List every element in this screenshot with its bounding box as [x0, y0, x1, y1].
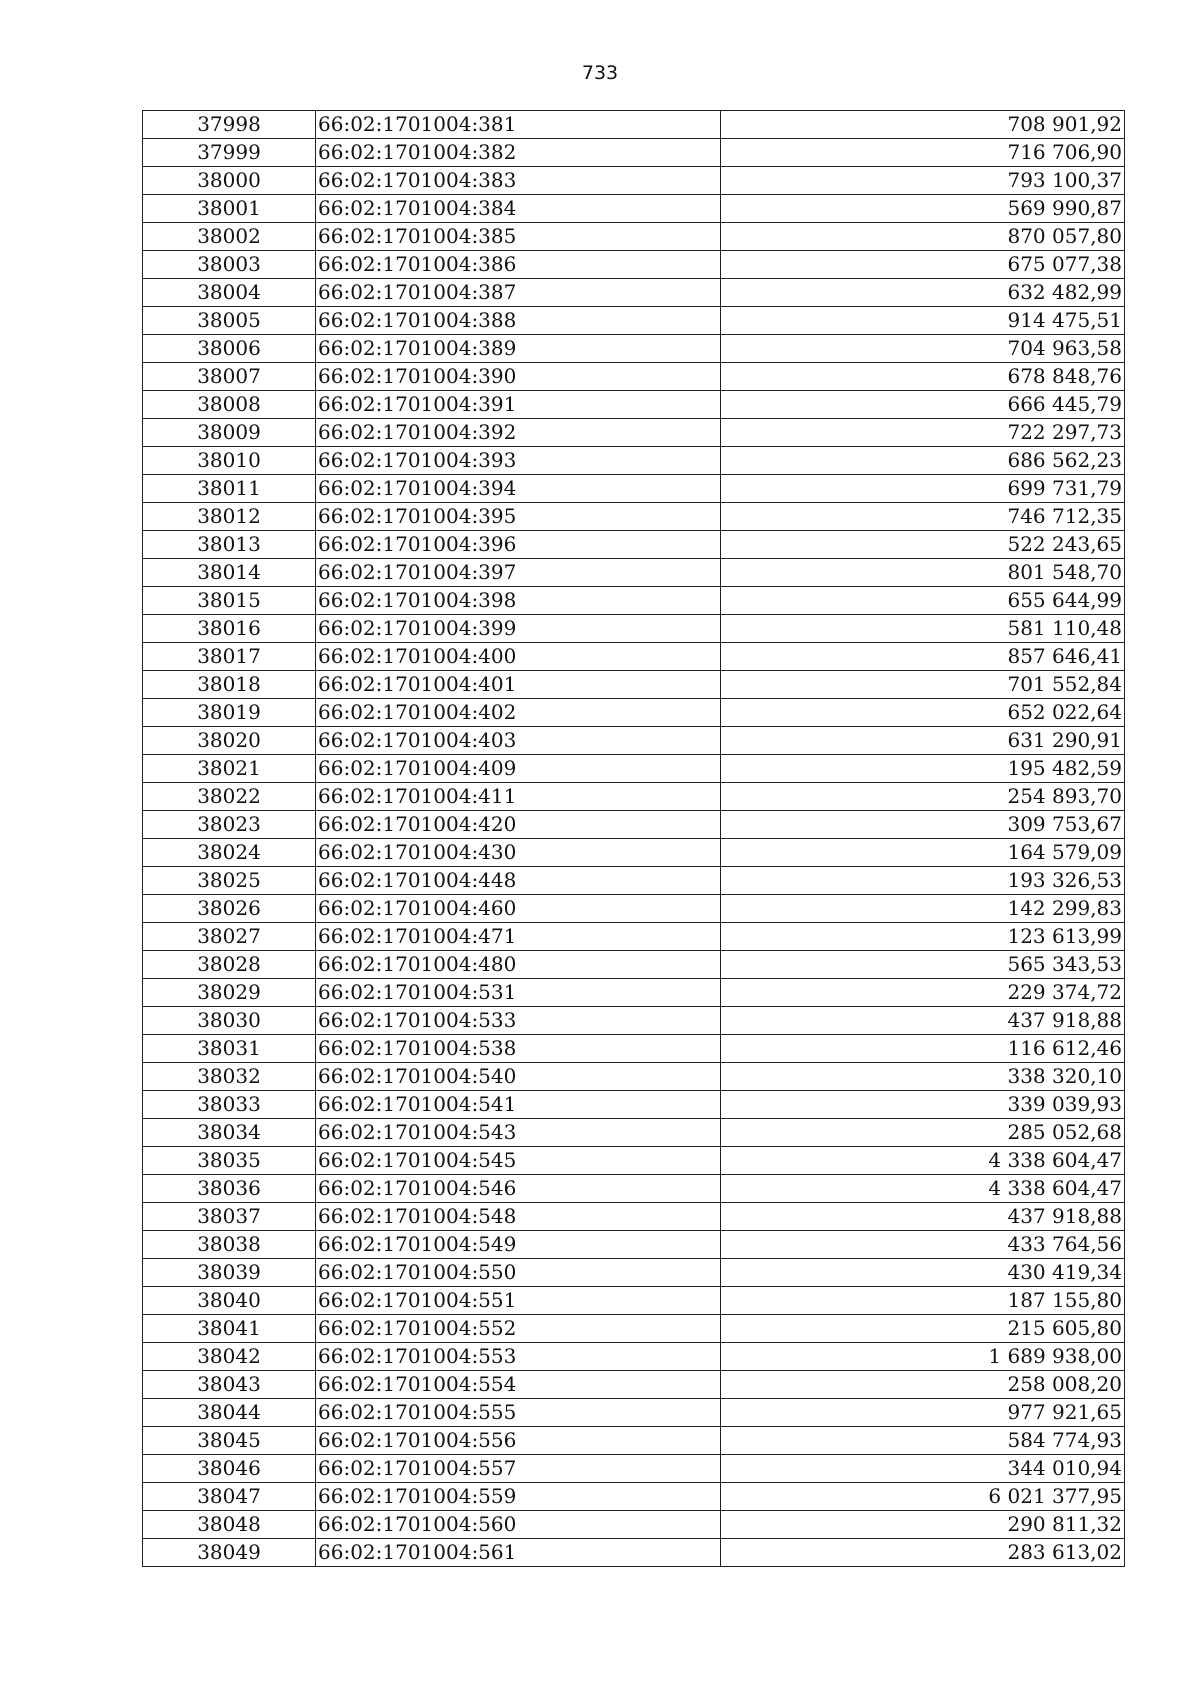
table-row: [143, 1315, 1125, 1343]
table-row: [143, 1063, 1125, 1091]
table-row: [143, 251, 1125, 279]
cadastral-value: 746 712,35: [721, 503, 1125, 531]
table-row: [143, 111, 1125, 139]
cadastral-value: 123 613,99: [721, 923, 1125, 951]
cadastral-number: 66:02:1701004:471: [316, 923, 721, 951]
table-row: [143, 1035, 1125, 1063]
cadastral-value: 678 848,76: [721, 363, 1125, 391]
cadastral-number: 66:02:1701004:430: [316, 839, 721, 867]
cadastral-number: 66:02:1701004:552: [316, 1315, 721, 1343]
row-number: 38047: [143, 1483, 316, 1511]
row-number: 38026: [143, 895, 316, 923]
table-row: [143, 867, 1125, 895]
row-number: 38043: [143, 1371, 316, 1399]
cadastral-value: 581 110,48: [721, 615, 1125, 643]
row-number: 38023: [143, 811, 316, 839]
table-row: [143, 839, 1125, 867]
cadastral-number: 66:02:1701004:396: [316, 531, 721, 559]
cadastral-value: 4 338 604,47: [721, 1147, 1125, 1175]
row-number: 38022: [143, 783, 316, 811]
row-number: 38009: [143, 419, 316, 447]
row-number: 38021: [143, 755, 316, 783]
cadastral-value: 793 100,37: [721, 167, 1125, 195]
table-row: [143, 1007, 1125, 1035]
cadastral-value-table: [142, 110, 1125, 1567]
cadastral-value: 632 482,99: [721, 279, 1125, 307]
cadastral-value: 195 482,59: [721, 755, 1125, 783]
cadastral-number: 66:02:1701004:402: [316, 699, 721, 727]
cadastral-number: 66:02:1701004:460: [316, 895, 721, 923]
row-number: 38035: [143, 1147, 316, 1175]
table-row: [143, 391, 1125, 419]
cadastral-number: 66:02:1701004:411: [316, 783, 721, 811]
cadastral-number: 66:02:1701004:385: [316, 223, 721, 251]
cadastral-number: 66:02:1701004:382: [316, 139, 721, 167]
row-number: 38034: [143, 1119, 316, 1147]
table-row: [143, 699, 1125, 727]
row-number: 38037: [143, 1203, 316, 1231]
cadastral-number: 66:02:1701004:480: [316, 951, 721, 979]
row-number: 38036: [143, 1175, 316, 1203]
table-row: [143, 1343, 1125, 1371]
cadastral-value: 722 297,73: [721, 419, 1125, 447]
table-row: [143, 1175, 1125, 1203]
cadastral-value: 142 299,83: [721, 895, 1125, 923]
cadastral-value: 857 646,41: [721, 643, 1125, 671]
row-number: 38027: [143, 923, 316, 951]
row-number: 38016: [143, 615, 316, 643]
cadastral-number: 66:02:1701004:386: [316, 251, 721, 279]
table-row: [143, 1091, 1125, 1119]
row-number: 38045: [143, 1427, 316, 1455]
cadastral-number: 66:02:1701004:399: [316, 615, 721, 643]
cadastral-value: 215 605,80: [721, 1315, 1125, 1343]
cadastral-number: 66:02:1701004:448: [316, 867, 721, 895]
cadastral-number: 66:02:1701004:390: [316, 363, 721, 391]
cadastral-number: 66:02:1701004:392: [316, 419, 721, 447]
table-row: [143, 1427, 1125, 1455]
row-number: 38033: [143, 1091, 316, 1119]
cadastral-number: 66:02:1701004:538: [316, 1035, 721, 1063]
row-number: 38028: [143, 951, 316, 979]
cadastral-value: 430 419,34: [721, 1259, 1125, 1287]
cadastral-number: 66:02:1701004:395: [316, 503, 721, 531]
row-number: 38041: [143, 1315, 316, 1343]
table-row: [143, 1287, 1125, 1315]
row-number: 38042: [143, 1343, 316, 1371]
row-number: 38044: [143, 1399, 316, 1427]
cadastral-value: 686 562,23: [721, 447, 1125, 475]
row-number: 38005: [143, 307, 316, 335]
table-row: [143, 307, 1125, 335]
row-number: 38038: [143, 1231, 316, 1259]
table-row: [143, 363, 1125, 391]
table-row: [143, 167, 1125, 195]
row-number: 38017: [143, 643, 316, 671]
cadastral-value: 675 077,38: [721, 251, 1125, 279]
row-number: 38029: [143, 979, 316, 1007]
table-row: [143, 1399, 1125, 1427]
cadastral-value: 522 243,65: [721, 531, 1125, 559]
row-number: 38018: [143, 671, 316, 699]
row-number: 38001: [143, 195, 316, 223]
cadastral-value: 283 613,02: [721, 1539, 1125, 1567]
cadastral-number: 66:02:1701004:381: [316, 111, 721, 139]
row-number: 38039: [143, 1259, 316, 1287]
cadastral-number: 66:02:1701004:560: [316, 1511, 721, 1539]
row-number: 38046: [143, 1455, 316, 1483]
cadastral-number: 66:02:1701004:393: [316, 447, 721, 475]
cadastral-number: 66:02:1701004:546: [316, 1175, 721, 1203]
table-row: [143, 1539, 1125, 1567]
table-row: [143, 587, 1125, 615]
table-row: [143, 811, 1125, 839]
row-number: 38006: [143, 335, 316, 363]
cadastral-value: 652 022,64: [721, 699, 1125, 727]
cadastral-number: 66:02:1701004:540: [316, 1063, 721, 1091]
table-row: [143, 447, 1125, 475]
cadastral-value: 631 290,91: [721, 727, 1125, 755]
row-number: 38007: [143, 363, 316, 391]
cadastral-value: 254 893,70: [721, 783, 1125, 811]
cadastral-value: 164 579,09: [721, 839, 1125, 867]
cadastral-number: 66:02:1701004:391: [316, 391, 721, 419]
cadastral-number: 66:02:1701004:561: [316, 1539, 721, 1567]
row-number: 38002: [143, 223, 316, 251]
cadastral-value: 290 811,32: [721, 1511, 1125, 1539]
row-number: 38010: [143, 447, 316, 475]
row-number: 38011: [143, 475, 316, 503]
cadastral-number: 66:02:1701004:557: [316, 1455, 721, 1483]
row-number: 38040: [143, 1287, 316, 1315]
cadastral-value: 437 918,88: [721, 1007, 1125, 1035]
cadastral-number: 66:02:1701004:550: [316, 1259, 721, 1287]
cadastral-value: 704 963,58: [721, 335, 1125, 363]
cadastral-value: 344 010,94: [721, 1455, 1125, 1483]
row-number: 38024: [143, 839, 316, 867]
row-number: 38031: [143, 1035, 316, 1063]
table-row: [143, 755, 1125, 783]
table-row: [143, 1203, 1125, 1231]
cadastral-value: 584 774,93: [721, 1427, 1125, 1455]
table-row: [143, 1371, 1125, 1399]
cadastral-number: 66:02:1701004:548: [316, 1203, 721, 1231]
table-row: [143, 1147, 1125, 1175]
cadastral-value: 801 548,70: [721, 559, 1125, 587]
cadastral-value: 4 338 604,47: [721, 1175, 1125, 1203]
row-number: 38048: [143, 1511, 316, 1539]
cadastral-number: 66:02:1701004:398: [316, 587, 721, 615]
table-row: [143, 503, 1125, 531]
cadastral-value: 285 052,68: [721, 1119, 1125, 1147]
row-number: 38013: [143, 531, 316, 559]
cadastral-number: 66:02:1701004:554: [316, 1371, 721, 1399]
row-number: 38004: [143, 279, 316, 307]
cadastral-number: 66:02:1701004:551: [316, 1287, 721, 1315]
cadastral-value: 6 021 377,95: [721, 1483, 1125, 1511]
table-row: [143, 1119, 1125, 1147]
row-number: 37999: [143, 139, 316, 167]
cadastral-value: 339 039,93: [721, 1091, 1125, 1119]
table-row: [143, 475, 1125, 503]
table-row: [143, 559, 1125, 587]
cadastral-value: 433 764,56: [721, 1231, 1125, 1259]
cadastral-number: 66:02:1701004:403: [316, 727, 721, 755]
cadastral-value: 187 155,80: [721, 1287, 1125, 1315]
cadastral-value: 655 644,99: [721, 587, 1125, 615]
table-row: [143, 279, 1125, 307]
cadastral-value: 701 552,84: [721, 671, 1125, 699]
row-number: 37998: [143, 111, 316, 139]
cadastral-number: 66:02:1701004:543: [316, 1119, 721, 1147]
table-row: [143, 1231, 1125, 1259]
table-body: [143, 111, 1125, 1567]
cadastral-number: 66:02:1701004:397: [316, 559, 721, 587]
row-number: 38049: [143, 1539, 316, 1567]
cadastral-number: 66:02:1701004:394: [316, 475, 721, 503]
cadastral-number: 66:02:1701004:545: [316, 1147, 721, 1175]
table-row: [143, 1483, 1125, 1511]
cadastral-value: 565 343,53: [721, 951, 1125, 979]
row-number: 38014: [143, 559, 316, 587]
row-number: 38008: [143, 391, 316, 419]
cadastral-number: 66:02:1701004:553: [316, 1343, 721, 1371]
cadastral-number: 66:02:1701004:533: [316, 1007, 721, 1035]
cadastral-value: 116 612,46: [721, 1035, 1125, 1063]
cadastral-number: 66:02:1701004:531: [316, 979, 721, 1007]
cadastral-number: 66:02:1701004:388: [316, 307, 721, 335]
table-row: [143, 419, 1125, 447]
cadastral-value: 914 475,51: [721, 307, 1125, 335]
cadastral-value: 699 731,79: [721, 475, 1125, 503]
table-row: [143, 727, 1125, 755]
table-row: [143, 643, 1125, 671]
cadastral-value: 258 008,20: [721, 1371, 1125, 1399]
row-number: 38019: [143, 699, 316, 727]
row-number: 38003: [143, 251, 316, 279]
cadastral-number: 66:02:1701004:387: [316, 279, 721, 307]
table-row: [143, 531, 1125, 559]
cadastral-number: 66:02:1701004:541: [316, 1091, 721, 1119]
cadastral-value: 977 921,65: [721, 1399, 1125, 1427]
table-row: [143, 1455, 1125, 1483]
table-row: [143, 139, 1125, 167]
cadastral-number: 66:02:1701004:384: [316, 195, 721, 223]
cadastral-value: 1 689 938,00: [721, 1343, 1125, 1371]
row-number: 38015: [143, 587, 316, 615]
table-row: [143, 951, 1125, 979]
cadastral-value: 569 990,87: [721, 195, 1125, 223]
cadastral-value: 309 753,67: [721, 811, 1125, 839]
table-row: [143, 923, 1125, 951]
page-number: 733: [581, 62, 619, 84]
cadastral-number: 66:02:1701004:549: [316, 1231, 721, 1259]
row-number: 38030: [143, 1007, 316, 1035]
cadastral-number: 66:02:1701004:555: [316, 1399, 721, 1427]
cadastral-value: 716 706,90: [721, 139, 1125, 167]
cadastral-value: 338 320,10: [721, 1063, 1125, 1091]
cadastral-number: 66:02:1701004:389: [316, 335, 721, 363]
table-row: [143, 223, 1125, 251]
cadastral-value: 870 057,80: [721, 223, 1125, 251]
row-number: 38032: [143, 1063, 316, 1091]
row-number: 38020: [143, 727, 316, 755]
cadastral-value: 666 445,79: [721, 391, 1125, 419]
row-number: 38025: [143, 867, 316, 895]
table-row: [143, 783, 1125, 811]
cadastral-value: 437 918,88: [721, 1203, 1125, 1231]
cadastral-number: 66:02:1701004:559: [316, 1483, 721, 1511]
cadastral-number: 66:02:1701004:383: [316, 167, 721, 195]
table-row: [143, 195, 1125, 223]
cadastral-value: 193 326,53: [721, 867, 1125, 895]
table-row: [143, 979, 1125, 1007]
cadastral-number: 66:02:1701004:409: [316, 755, 721, 783]
row-number: 38012: [143, 503, 316, 531]
cadastral-value: 708 901,92: [721, 111, 1125, 139]
cadastral-number: 66:02:1701004:556: [316, 1427, 721, 1455]
table-row: [143, 335, 1125, 363]
cadastral-number: 66:02:1701004:400: [316, 643, 721, 671]
cadastral-number: 66:02:1701004:420: [316, 811, 721, 839]
table-row: [143, 1511, 1125, 1539]
table-row: [143, 671, 1125, 699]
cadastral-value: 229 374,72: [721, 979, 1125, 1007]
row-number: 38000: [143, 167, 316, 195]
table-row: [143, 615, 1125, 643]
table-row: [143, 895, 1125, 923]
table-row: [143, 1259, 1125, 1287]
cadastral-number: 66:02:1701004:401: [316, 671, 721, 699]
